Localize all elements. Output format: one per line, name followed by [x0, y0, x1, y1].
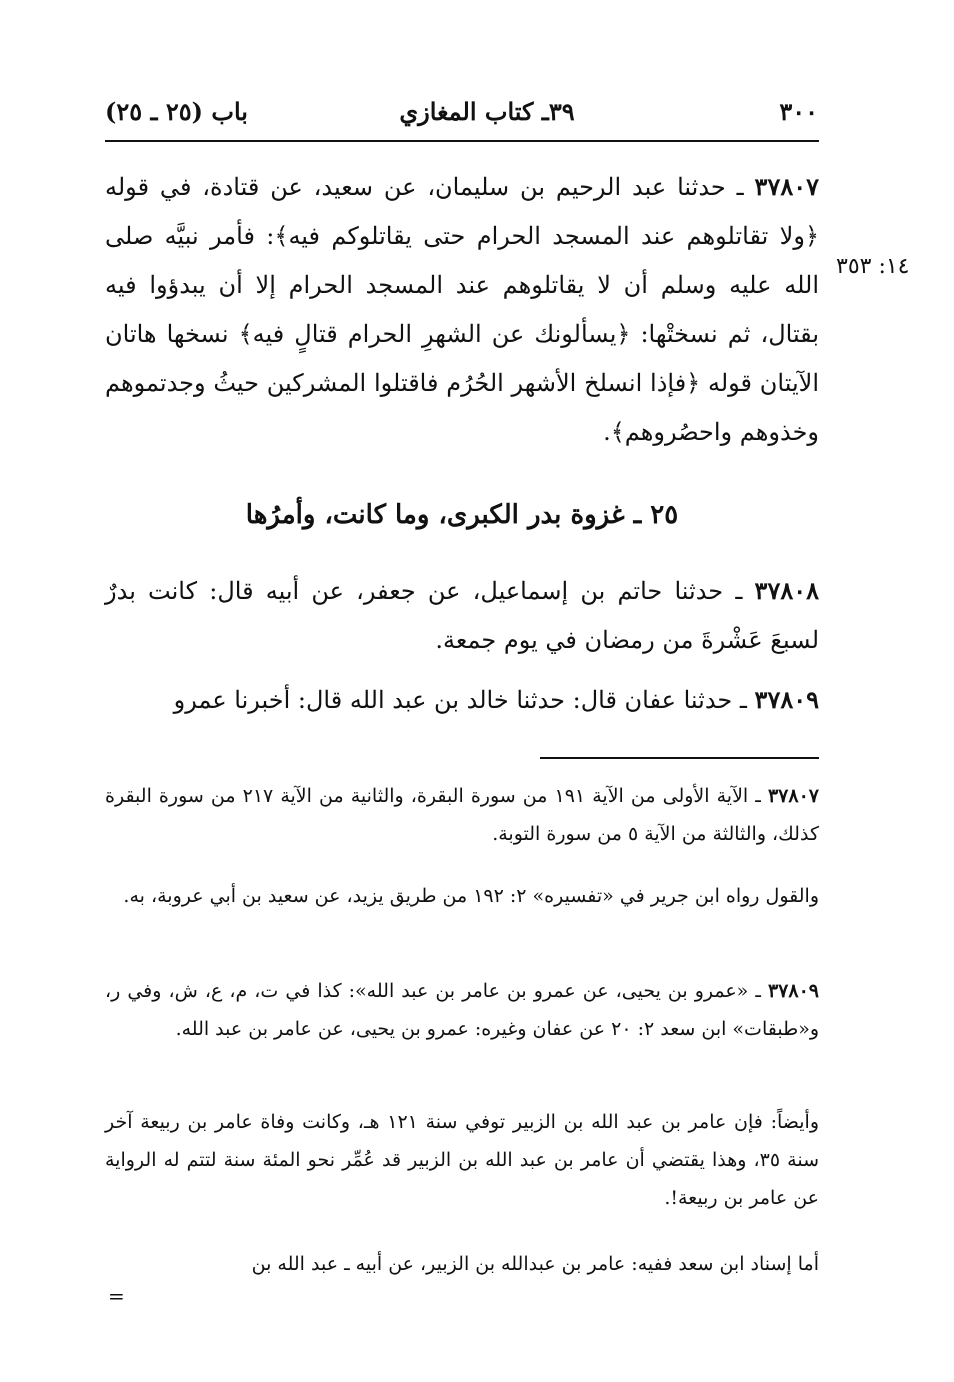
- footnote-text: ـ «عمرو بن يحيى، عن عمرو بن عامر بن عبد الله»: كذا في ت، م، ع، ش، وفي ر، و«طبقات» ابن سعد ٢: ٢٠ عن عفان وغيره: عمرو بن يحيى، عن عامر بن عبد الله.: [105, 980, 819, 1040]
- header-rule: [105, 140, 819, 142]
- hadith-text: ـ حدثنا حاتم بن إسماعيل، عن جعفر، عن أبيه قال: كانت بدرٌ لسبعَ عَشْرةَ من رمضان في يوم جمعة.: [105, 577, 819, 654]
- hadith-number: ٣٧٨٠٩: [754, 685, 819, 714]
- footnote-number: ٣٧٨٠٧: [767, 785, 819, 807]
- chapter-reference: باب (٢٥ ـ ٢٥): [105, 97, 248, 126]
- footnote-ibn-jarir: [105, 877, 819, 915]
- footnote-text: أما إسناد ابن سعد ففيه: عامر بن عبدالله بن الزبير، عن أبيه ـ عبد الله بن: [251, 1253, 819, 1275]
- hadith-37807: [105, 162, 819, 457]
- footnote-text: ـ الآية الأولى من الآية ١٩١ من سورة البقرة، والثانية من الآية ٢١٧ من سورة البقرة كذلك، والثالثة من الآية ٥ من سورة التوبة.: [105, 785, 819, 845]
- footnote-37809: [105, 972, 819, 1048]
- footnote-text: وأيضاً: فإن عامر بن عبد الله بن الزبير توفي سنة ١٢١ هـ، وكانت وفاة عامر بن ربيعة آخر سنة ٣٥، وهذا يقتضي أن عامر بن عبد الله بن الزبير قد عُمِّر نحو المئة سنة لتتم له الرواية عن عامر بن ربيعة!.: [105, 1111, 820, 1209]
- page-number: ٣٠٠: [779, 97, 818, 126]
- hadith-text: ـ حدثنا عبد الرحيم بن سليمان، عن سعيد، عن قتادة، في قوله ﴿ولا تقاتلوهم عند المسجد الحرام حتى يقاتلوكم فيه﴾: فأمر نبيَّه صلى الله عليه وسلم أن لا يقاتلوهم عند المسجد الحرام إلا أن يبدؤوا فيه بقتال، ثم نسختْها: ﴿يسألونك عن الشهرِ الحرام قتالٍ فيه﴾ نسخها هاتان الآيتان قوله ﴿فإذا انسلخ الأشهر الحُرُم فاقتلوا المشركين حيثُ وجدتموهم وخذوهم واحصُروهم﴾.: [105, 173, 820, 446]
- footnote-rule: [540, 757, 819, 759]
- hadith-number: ٣٧٨٠٨: [754, 576, 819, 605]
- book-title: ٣٩ـ كتاب المغازي: [399, 97, 575, 126]
- hadith-text: ـ حدثنا عفان قال: حدثنا خالد بن عبد الله قال: أخبرنا عمرو: [173, 686, 755, 714]
- footnote-ibn-saad: [105, 1245, 819, 1283]
- hadith-37808: [105, 566, 819, 665]
- footnote-37807: [105, 777, 819, 853]
- hadith-37809: [105, 675, 819, 725]
- footnote-number: ٣٧٨٠٩: [767, 980, 819, 1002]
- hadith-number: ٣٧٨٠٧: [754, 172, 819, 201]
- continuation-mark: =: [108, 1284, 125, 1308]
- margin-reference: ١٤: ٣٥٣: [836, 254, 910, 279]
- footnote-text: والقول رواه ابن جرير في «تفسيره» ٢: ١٩٢ من طريق يزيد، عن سعيد بن أبي عروبة، به.: [123, 885, 819, 907]
- footnote-also: [105, 1103, 819, 1217]
- section-title: ٢٥ ـ غزوة بدر الكبرى، وما كانت، وأمرُها: [245, 500, 679, 530]
